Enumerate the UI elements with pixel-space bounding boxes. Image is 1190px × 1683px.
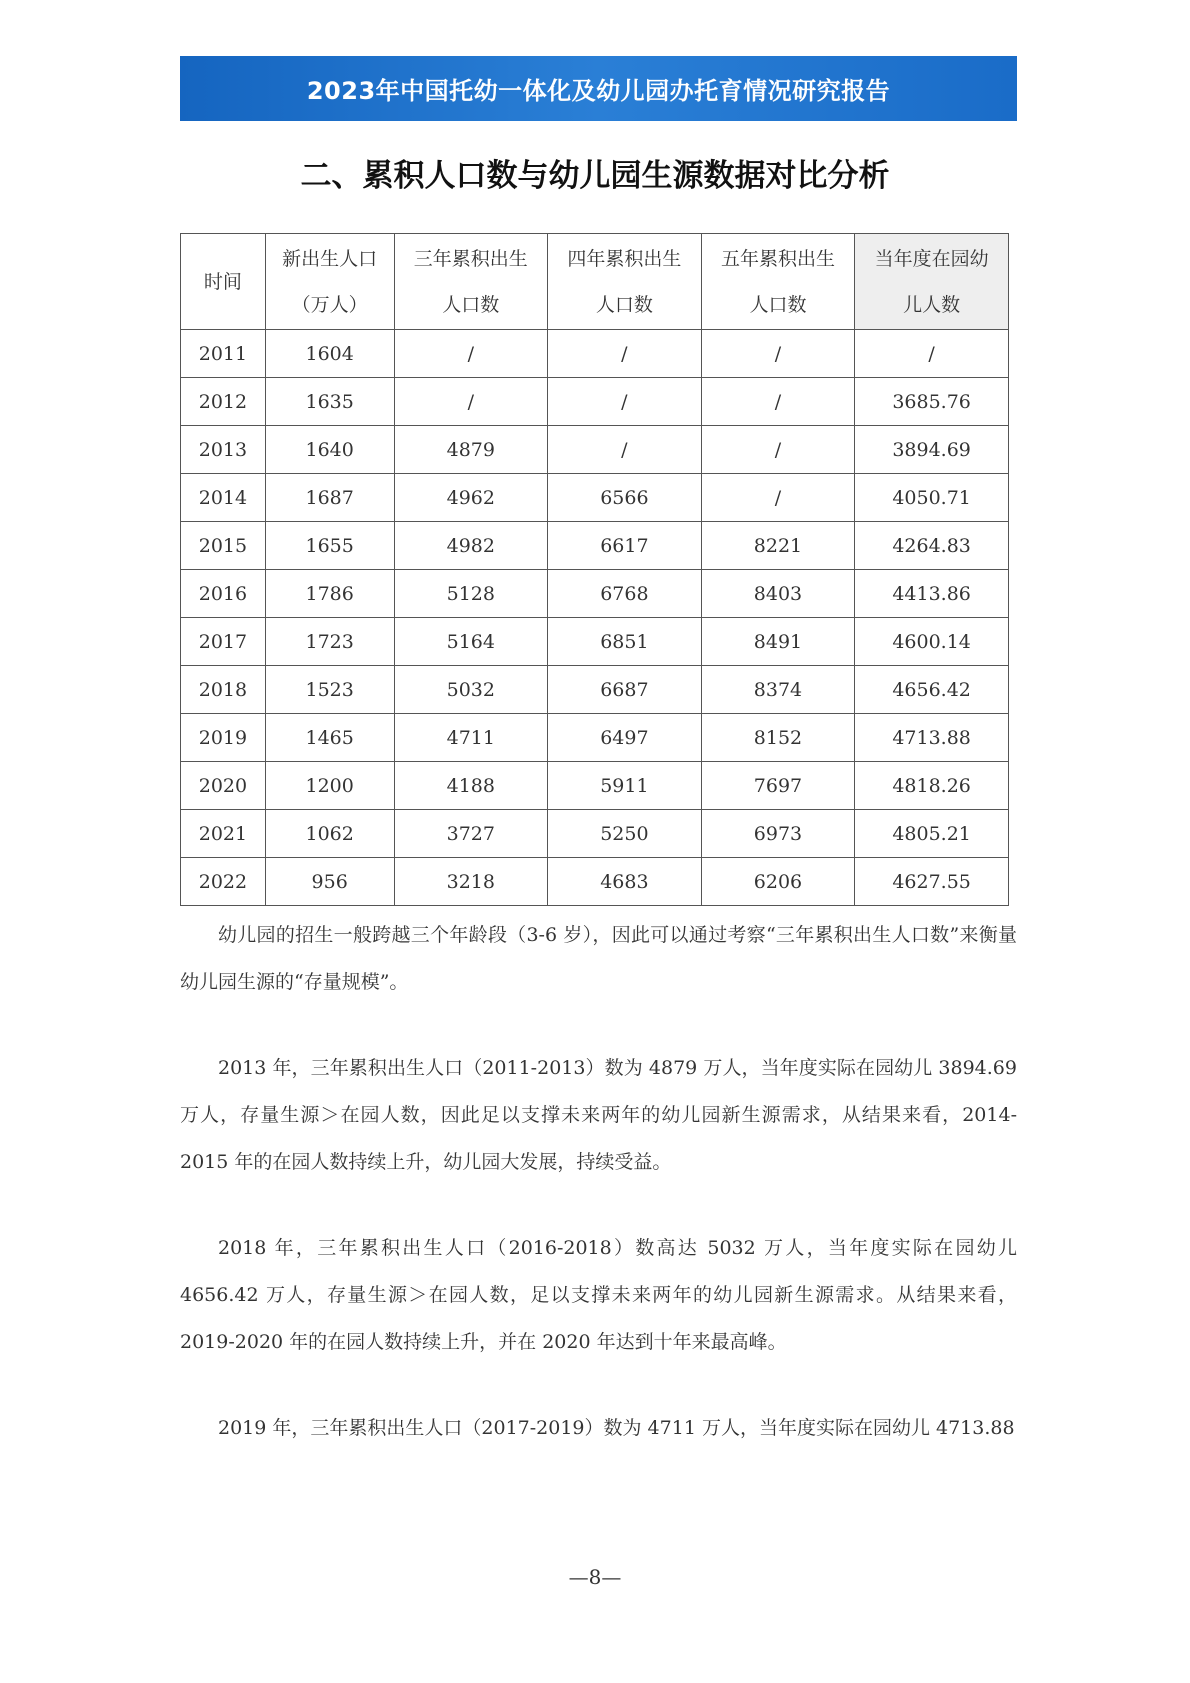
table-cell: 4413.86 (855, 570, 1009, 618)
table-cell: 1786 (265, 570, 394, 618)
paragraph-2: 2013 年，三年累积出生人口（2011-2013）数为 4879 万人，当年度实际在园幼儿 3894.69 万人，存量生源＞在园人数，因此足以支撑未来两年的幼儿园新生源需求，从结果来看，2014-2015 年的在园人数持续上升，幼儿园大发展，持续受益。 (180, 1057, 1017, 1173)
table-row (181, 522, 1009, 570)
table-row (181, 762, 1009, 810)
table-cell: 2021 (181, 810, 266, 858)
table-cell: 3218 (394, 858, 548, 906)
table-cell: 6687 (548, 666, 702, 714)
table-cell: 6973 (701, 810, 855, 858)
table-cell: 1062 (265, 810, 394, 858)
table-cell: 2013 (181, 426, 266, 474)
table-cell: 5250 (548, 810, 702, 858)
table-cell: 1604 (265, 330, 394, 378)
table-row (181, 570, 1009, 618)
table-cell: 8152 (701, 714, 855, 762)
table-cell: 2011 (181, 330, 266, 378)
table-row (181, 330, 1009, 378)
table-cell: / (701, 378, 855, 426)
table-cell: 1655 (265, 522, 394, 570)
paragraph-3: 2018 年，三年累积出生人口（2016-2018）数高达 5032 万人，当年度实际在园幼儿 4656.42 万人，存量生源＞在园人数，足以支撑未来两年的幼儿园新生源需求。从结果来看，2019-2020 年的在园人数持续上升，并在 2020 年达到十年来最高峰。 (180, 1237, 1017, 1353)
table-cell: 4711 (394, 714, 548, 762)
table-cell: 8374 (701, 666, 855, 714)
table-cell: 1723 (265, 618, 394, 666)
header-cell-enrollment: 当年度在园幼 儿人数 (855, 234, 1009, 330)
table-cell: 1523 (265, 666, 394, 714)
table-cell: 4600.14 (855, 618, 1009, 666)
table-cell: 6206 (701, 858, 855, 906)
table-cell: 7697 (701, 762, 855, 810)
table-cell: / (548, 426, 702, 474)
population-comparison-table (180, 233, 1009, 906)
table-cell: / (701, 330, 855, 378)
table-row (181, 426, 1009, 474)
table-cell: / (701, 426, 855, 474)
table-cell: 2019 (181, 714, 266, 762)
table-cell: 1640 (265, 426, 394, 474)
table-cell: 5032 (394, 666, 548, 714)
table-cell: 4805.21 (855, 810, 1009, 858)
table-cell: 2014 (181, 474, 266, 522)
header-cell-4yr-cumulative: 四年累积出生 人口数 (548, 234, 702, 330)
table-cell: 8221 (701, 522, 855, 570)
table-cell: / (394, 378, 548, 426)
table-cell: 3894.69 (855, 426, 1009, 474)
table-cell: 2016 (181, 570, 266, 618)
table-cell: 5128 (394, 570, 548, 618)
table-cell: 956 (265, 858, 394, 906)
table-cell: 2020 (181, 762, 266, 810)
table-cell: 6851 (548, 618, 702, 666)
paragraph-4: 2019 年，三年累积出生人口（2017-2019）数为 4711 万人，当年度实际在园幼儿 4713.88 (218, 1417, 1015, 1439)
table-cell: / (394, 330, 548, 378)
table-cell: 1465 (265, 714, 394, 762)
table-cell: 1200 (265, 762, 394, 810)
header-cell-time: 时间 (181, 234, 266, 330)
table-cell: 6768 (548, 570, 702, 618)
table-cell: 4264.83 (855, 522, 1009, 570)
paragraph-1: 幼儿园的招生一般跨越三个年龄段（3-6 岁），因此可以通过考察“三年累积出生人口数”来衡量幼儿园生源的“存量规模”。 (180, 924, 1017, 993)
table-cell: 4982 (394, 522, 548, 570)
table-cell: 4962 (394, 474, 548, 522)
table-row (181, 714, 1009, 762)
table-cell: 5164 (394, 618, 548, 666)
table-cell: 2015 (181, 522, 266, 570)
table-cell: 3727 (394, 810, 548, 858)
table-cell: 8491 (701, 618, 855, 666)
page-number: —8— (568, 1565, 622, 1589)
table-row (181, 666, 1009, 714)
table-cell: / (548, 378, 702, 426)
table-cell: 2022 (181, 858, 266, 906)
table-cell: 8403 (701, 570, 855, 618)
table-body (181, 330, 1009, 906)
table-cell: 6617 (548, 522, 702, 570)
table-row (181, 378, 1009, 426)
table-cell: / (701, 474, 855, 522)
table-cell: / (855, 330, 1009, 378)
table-cell: 4683 (548, 858, 702, 906)
table-header-row (181, 234, 1009, 330)
table-cell: 4627.55 (855, 858, 1009, 906)
table-cell: 4879 (394, 426, 548, 474)
table-row (181, 858, 1009, 906)
table-cell: 5911 (548, 762, 702, 810)
table-row (181, 810, 1009, 858)
section-heading: 二、累积人口数与幼儿园生源数据对比分析 (300, 158, 890, 194)
table-row (181, 474, 1009, 522)
table-cell: 4818.26 (855, 762, 1009, 810)
table-cell: 4188 (394, 762, 548, 810)
table-cell: / (548, 330, 702, 378)
table-cell: 2018 (181, 666, 266, 714)
table-cell: 6566 (548, 474, 702, 522)
header-cell-new-births: 新出生人口 （万人） (265, 234, 394, 330)
report-header-banner (180, 56, 1017, 121)
table-cell: 4713.88 (855, 714, 1009, 762)
table-row (181, 618, 1009, 666)
table-cell: 2012 (181, 378, 266, 426)
table-cell: 1687 (265, 474, 394, 522)
table-cell: 4656.42 (855, 666, 1009, 714)
table-cell: 2017 (181, 618, 266, 666)
table-cell: 4050.71 (855, 474, 1009, 522)
table-cell: 6497 (548, 714, 702, 762)
report-title: 2023年中国托幼一体化及幼儿园办托育情况研究报告 (306, 77, 891, 105)
table-cell: 1635 (265, 378, 394, 426)
table-cell: 3685.76 (855, 378, 1009, 426)
header-cell-5yr-cumulative: 五年累积出生 人口数 (701, 234, 855, 330)
header-cell-3yr-cumulative: 三年累积出生 人口数 (394, 234, 548, 330)
